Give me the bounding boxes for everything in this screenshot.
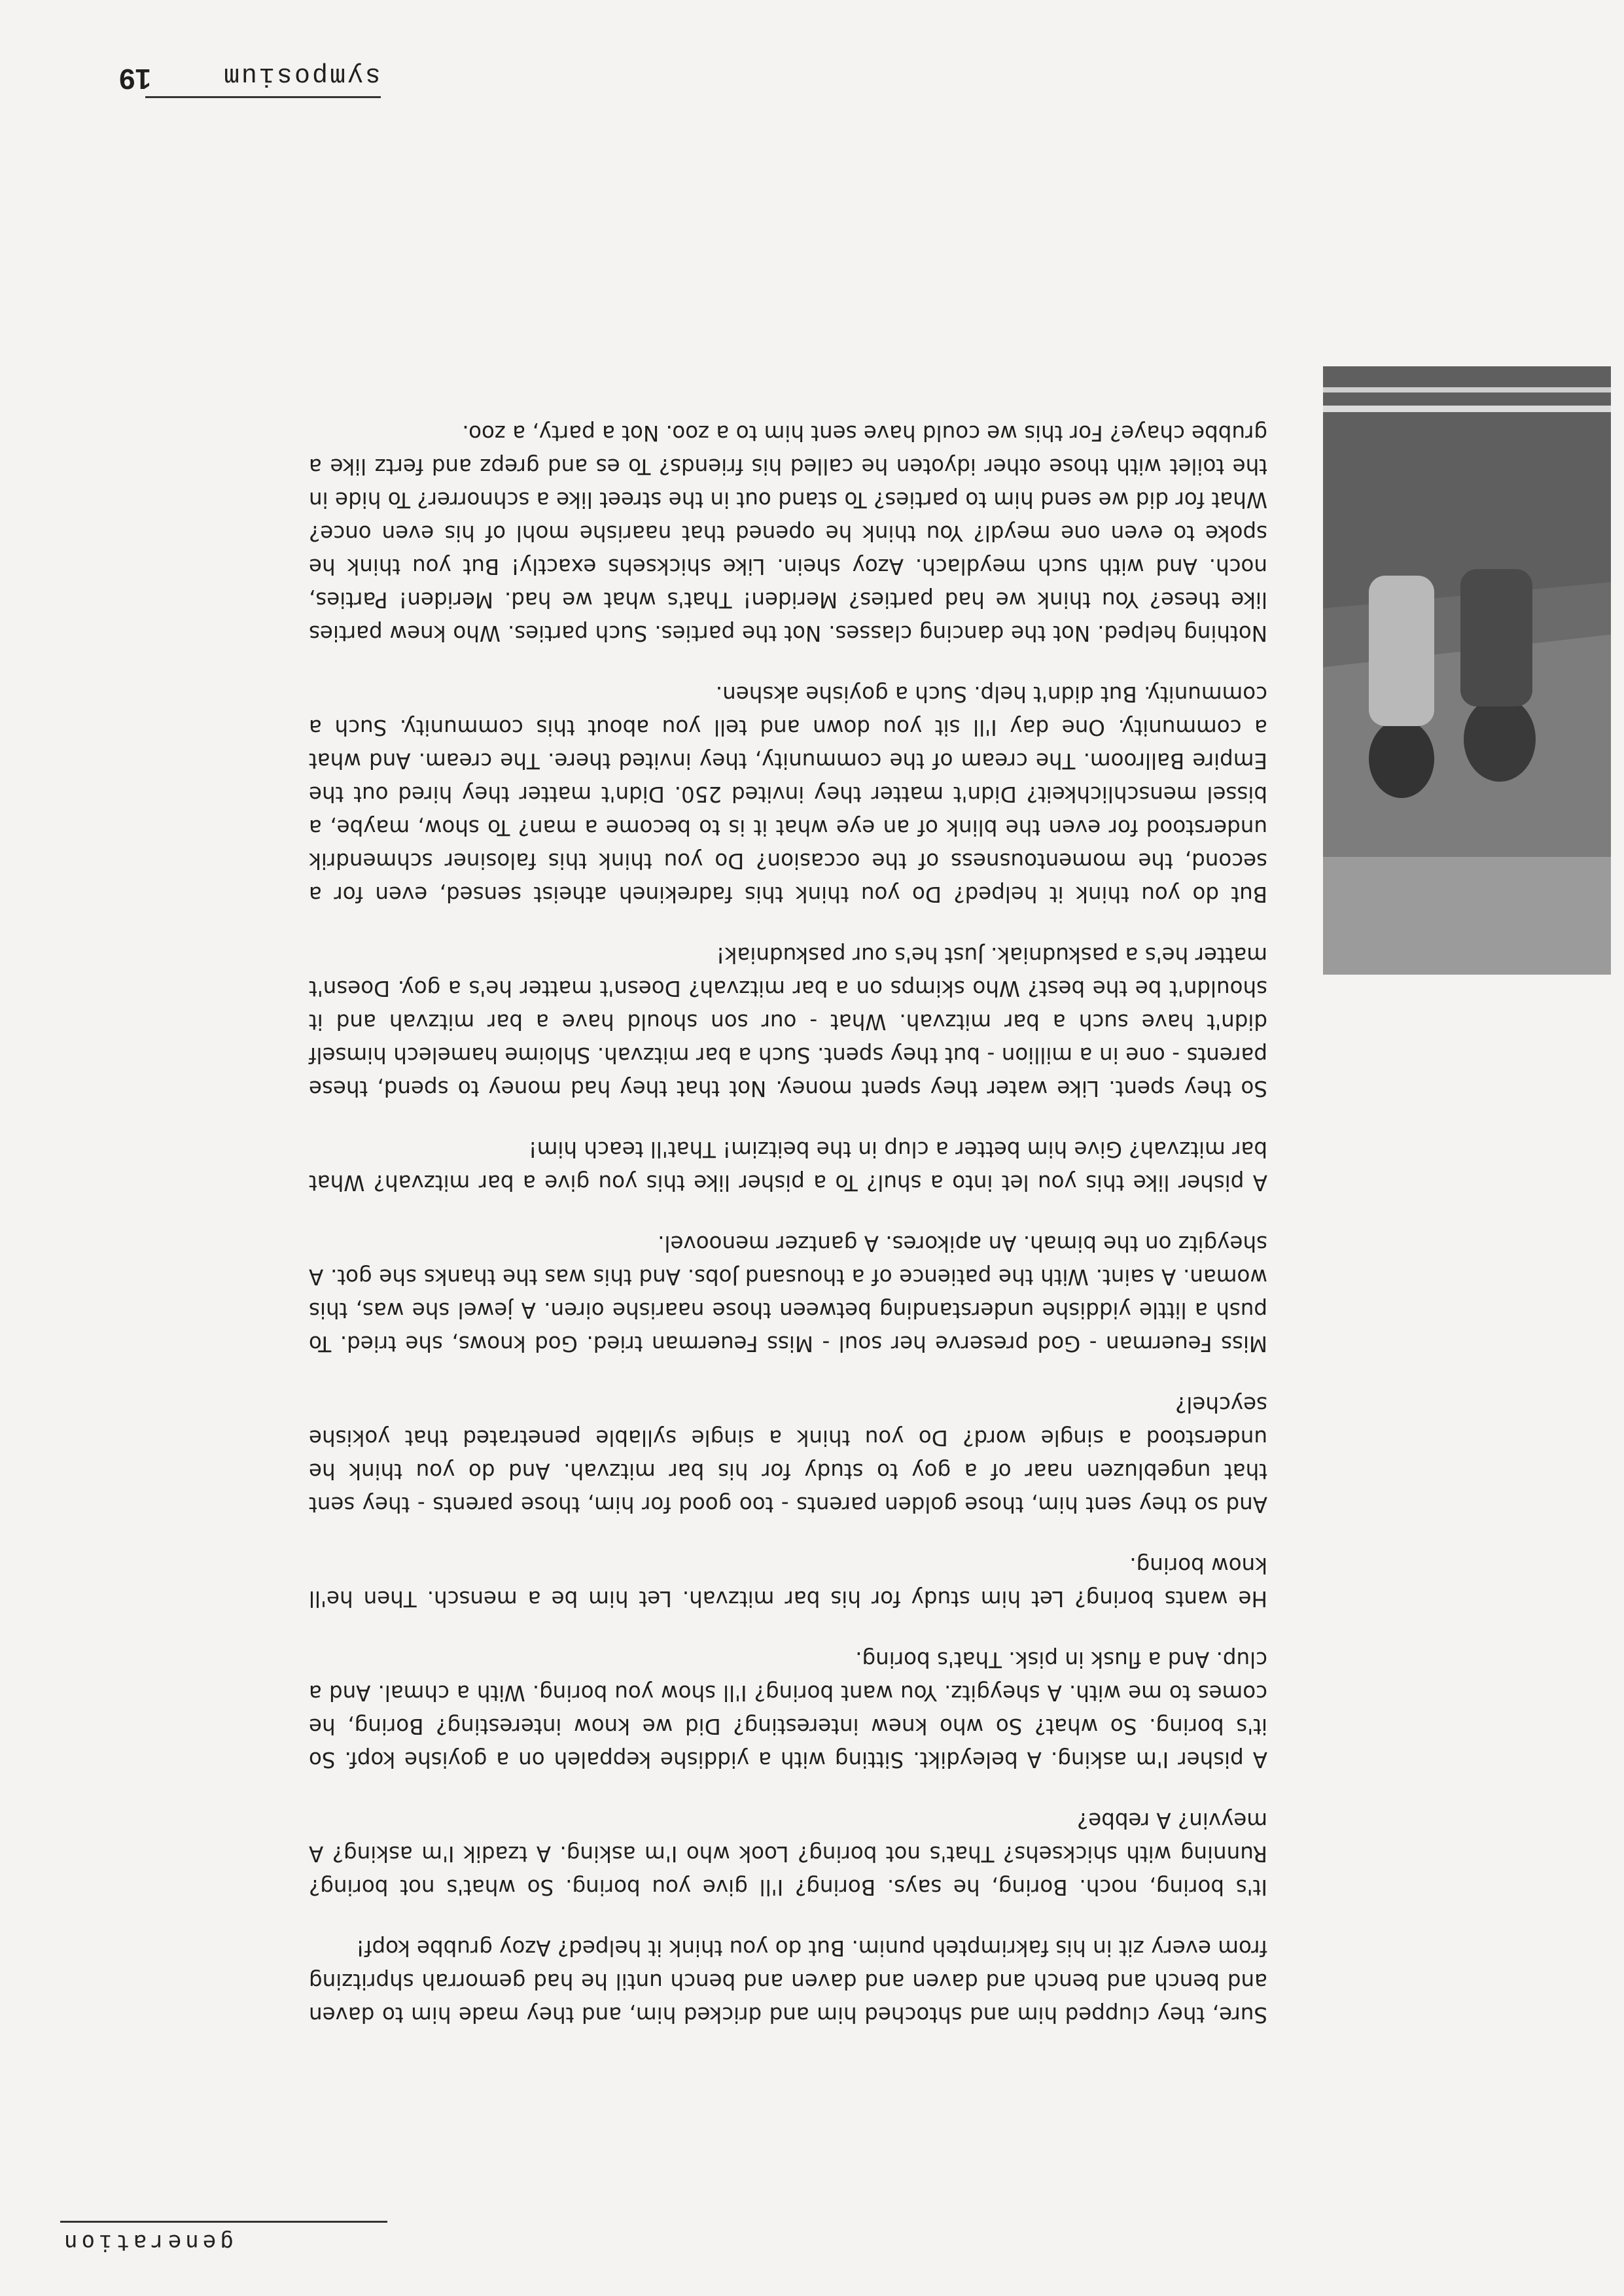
paragraph: Sure, they clupped him and shtoched him and dricked him, and they made him to daven and bench and bench and daven and daven and bench until he had gemorrah shpritzing from every zit in his fakrimpteh punim. But do you think it helped? Azoy grubbe kopf!	[309, 1936, 1267, 2027]
page-number: 19	[119, 63, 151, 95]
publication-title: symposium	[221, 60, 381, 90]
paragraph: A pisher like this you let into a shul? To a pisher like this you give a bar mitzvah? What bar mitzvah? Give him better a clup in the beitzim! That'll teach him!	[309, 1137, 1267, 1195]
article-body	[309, 389, 1267, 2031]
photo-of-two-figures-icon	[1323, 366, 1611, 975]
paragraph: So they spent. Like water they spent money. Not that they had money to spend, these parents - one in a million - but they spent. Such a bar mitzvah. Shloime hamelech himself didn't have such a bar mitzvah. What - our son should have a bar mitzvah and it shouldn't be the best? Who skimps on a bar mitzvah? Doesn't matter he's a goy. Doesn't matter he's a paskudniak. Just he's our paskudniak!	[309, 943, 1267, 1101]
paragraph: Nothing helped. Not the dancing classes. Not the parties. Such parties. Who knew parties like these? You think we had parties? Meriden! That's what we had. Meriden! Parties, noch. And with such meydlach. Azoy shein. Like shicksehs exactly! But you think he spoke to even one meydl? You think he opened that naarishe mohl of his even once? What for did we send him to parties? To stand out in the street like a schnorrer? To hide in the toilet with those other idyoten he called his friends? To es and grepz and fertz like a grubbe chaye? For this we could have sent him to a zoo. Not a party, a zoo.	[309, 421, 1267, 646]
paragraph: He wants boring? Let him study for his bar mitzvah. Let him be a mensch. Then he'll know boring.	[309, 1553, 1267, 1611]
page-header	[60, 2221, 387, 2262]
paragraph: But do you think it helped? Do you think this fadrekineh atheist sensed, even for a second, the momentousness of the occasion? Do you think this falosiner schmendrik understood for even the blink of an eye what it is to become a man? To show, maybe, a bissel menschlichkeit? Didn't matter they invited 250. Didn't matter they hired out the Empire Ballroom. The cream of the community, they invited there. The cream. And what a community. One day I'll sit you down and tell you about this community. Such a community. But didn't help. Such a goyishe akshen.	[309, 682, 1267, 907]
paragraph: Miss Feuerman - God preserve her soul - Miss Feuerman tried. God knows, she tried. To push a little yiddishe understanding between those naarishe oiren. A jewel she was, this woman. A saint. With the patience of a thousand Jobs. And this was the thanks she got. A sheygitz on the bimah. An apikores. A gantzer menoovel.	[309, 1231, 1267, 1356]
paragraph: A pisher I'm asking. A beleydikt. Sitting with a yiddishe keppaleh on a goyishe kopf. So it's boring. So what? So who knew interesting? Did we know interesting? Boring, he comes to me with. A sheygitz. You want boring? I'll show you boring. With a chmal. And a clup. And a flusk in pisk. That's boring.	[309, 1647, 1267, 1772]
paragraph: It's boring, noch. Boring, he says. Boring? I'll give you boring. So what's not boring? Running with shicksehs? That's not boring? Look who I'm asking. A tzadik I'm asking? A meyvin? A rebbe?	[309, 1808, 1267, 1900]
page-footer	[119, 60, 381, 98]
section-label: generation	[60, 2229, 234, 2255]
paragraph: And so they sent him, those golden parents - too good for him, those parents - they sent that ungebluzen naar of a goy to study for his bar mitzvah. And do you think he understood a single word? Do you think a single syllable penetrated that yokishe seychel?	[309, 1392, 1267, 1517]
